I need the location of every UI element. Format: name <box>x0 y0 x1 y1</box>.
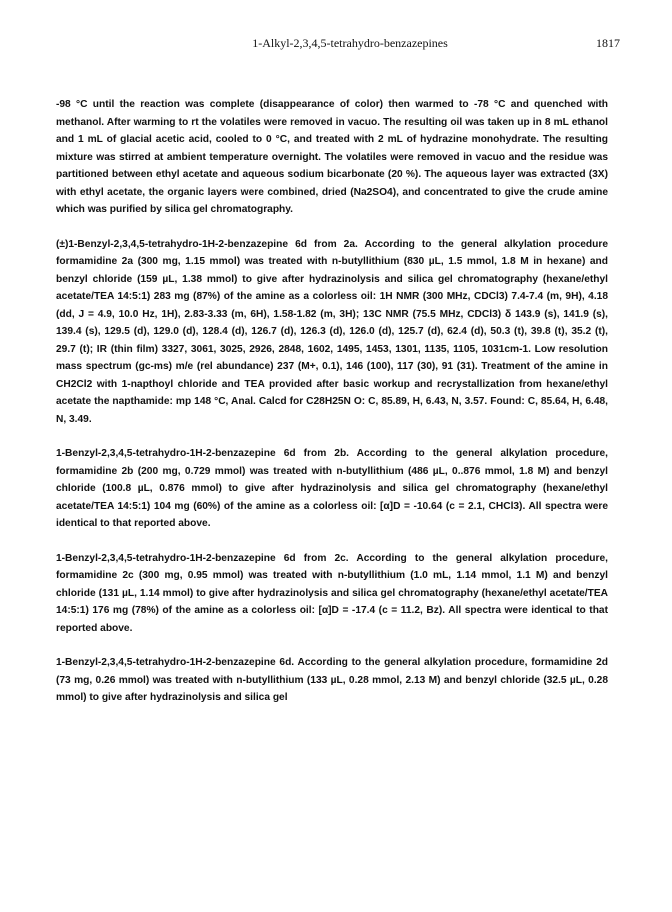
compound-heading: 1-Benzyl-2,3,4,5-tetrahydro-1H-2-benzazepine 6d from 2c. <box>56 552 349 564</box>
paragraph-text: According to the general alkylation procedure formamidine 2a (300 mg, 1.15 mmol) was treated with n-butyllithium (830 µL, 1.5 mmol, 1.8 M in hexane) and benzyl chloride (159 µL, 1.38 mmol) to give after hydrazinolysis and silica gel chromatography (hexane/ethyl acetate/TEA 14:5:1) 283 mg (87%) of the amine as a colorless oil: 1H NMR (300 MHz, CDCl3) 7.4-7.4 (m, 9H), 4.18 (dd, J = 4.9, 10.0 Hz, 1H), 2.83-3.33 (m, 6H), 1.58-1.82 (m, 3H); 13C NMR (75.5 MHz, CDCl3) δ 143.9 (s), 141.9 (s), 139.4 (s), 129.5 (d), 129.0 (d), 128.4 (d), 126.7 (d), 126.3 (d), 126.0 (d), 125.7 (d), 62.4 (d), 50.3 (t), 39.8 (t), 35.2 (t), 29.7 (t); IR (thin film) 3327, 3061, 3025, 2926, 2848, 1602, 1495, 1453, 1301, 1135, 1105, 1031cm-1. Low resolution mass spectrum (gc-ms) m/e (rel abundance) 237 (M+, 0.1), 146 (100), 117 (30), 91 (31). Treatment of the amine in CH2Cl2 with 1-napthoyl chloride and TEA provided after basic workup and recrystallization from hexane/ethyl acetate the napthamide: mp 148 °C, Anal. Calcd for C28H25N O: C, 85.89, H, 6.43, N, 3.57. Found: C, 85.64, H, 6.48, N, 3.49. <box>56 238 608 425</box>
paragraph-text: According to the general alkylation procedure, formamidine 2d (73 mg, 0.26 mmol) was treated with n-butyllithium (133 µL, 0.28 mmol, 2.13 M) and benzyl chloride (32.5 µL, 0.28 mmol) to give after hydrazinolysis and silica gel <box>56 657 608 703</box>
page-header <box>80 36 620 58</box>
compound-heading: 1-Benzyl-2,3,4,5-tetrahydro-1H-2-benzazepine 6d. <box>56 657 295 668</box>
paragraph-text: According to the general alkylation procedure, formamidine 2c (300 mg, 0.95 mmol) was treated with n-butyllithium (1.0 mL, 1.14 mmol, 1.1 M) and benzyl chloride (131 µL, 1.14 mmol) to give after hydrazinolysis and silica gel chromatography (hexane/ethyl acetate/TEA 14:5:1) 176 mg (78%) of the amine as a colorless oil: [α]D = -17.4 (c = 11.2, Bz). All spectra were identical to that reported above. <box>56 552 608 634</box>
page-number: 1817 <box>596 36 620 50</box>
paragraph-6d-from-2b <box>56 445 608 533</box>
body-text <box>56 96 608 724</box>
paragraph-procedure <box>56 96 608 219</box>
paragraph-text: -98 °C until the reaction was complete (disappearance of color) then warmed to -78 °C and quenched with methanol. After warming to rt the volatiles were removed in vacuo. The resulting oil was taken up in 8 mL ethanol and 1 mL of glacial acetic acid, cooled to 0 °C, and treated with 2 mL of hydrazine monohydrate. The resulting mixture was stirred at ambient temperature overnight. The volatiles were removed in vacuo and the residue was partitioned between ethyl acetate and aqueous sodium bicarbonate (20 %). The aqueous layer was extracted (3X) with ethyl acetate, the organic layers were combined, dried (Na2SO4), and concentrated to give the crude amine which was purified by silica gel chromatography. <box>56 99 608 215</box>
paragraph-6d-from-2c <box>56 550 608 638</box>
compound-heading: 1-Benzyl-2,3,4,5-tetrahydro-1H-2-benzazepine 6d from 2b. <box>56 448 350 459</box>
compound-heading: (±)1-Benzyl-2,3,4,5-tetrahydro-1H-2-benzazepine 6d from 2a. <box>56 238 358 250</box>
paragraph-6d-from-2a <box>56 236 608 429</box>
running-title: 1-Alkyl-2,3,4,5-tetrahydro-benzazepines <box>252 36 448 50</box>
paragraph-text: According to the general alkylation procedure, formamidine 2b (200 mg, 0.729 mmol) was treated with n-butyllithium (486 µL, 0..876 mmol, 1.8 M) and benzyl chloride (100.8 µL, 0.876 mmol) to give after hydrazinolysis and silica gel chromatography (hexane/ethyl acetate/TEA 14:5:1) 104 mg (60%) of the amine as a colorless oil: [α]D = -10.64 (c = 2.1, CHCl3). All spectra were identical to that reported above. <box>56 448 609 529</box>
paragraph-6d <box>56 654 608 707</box>
